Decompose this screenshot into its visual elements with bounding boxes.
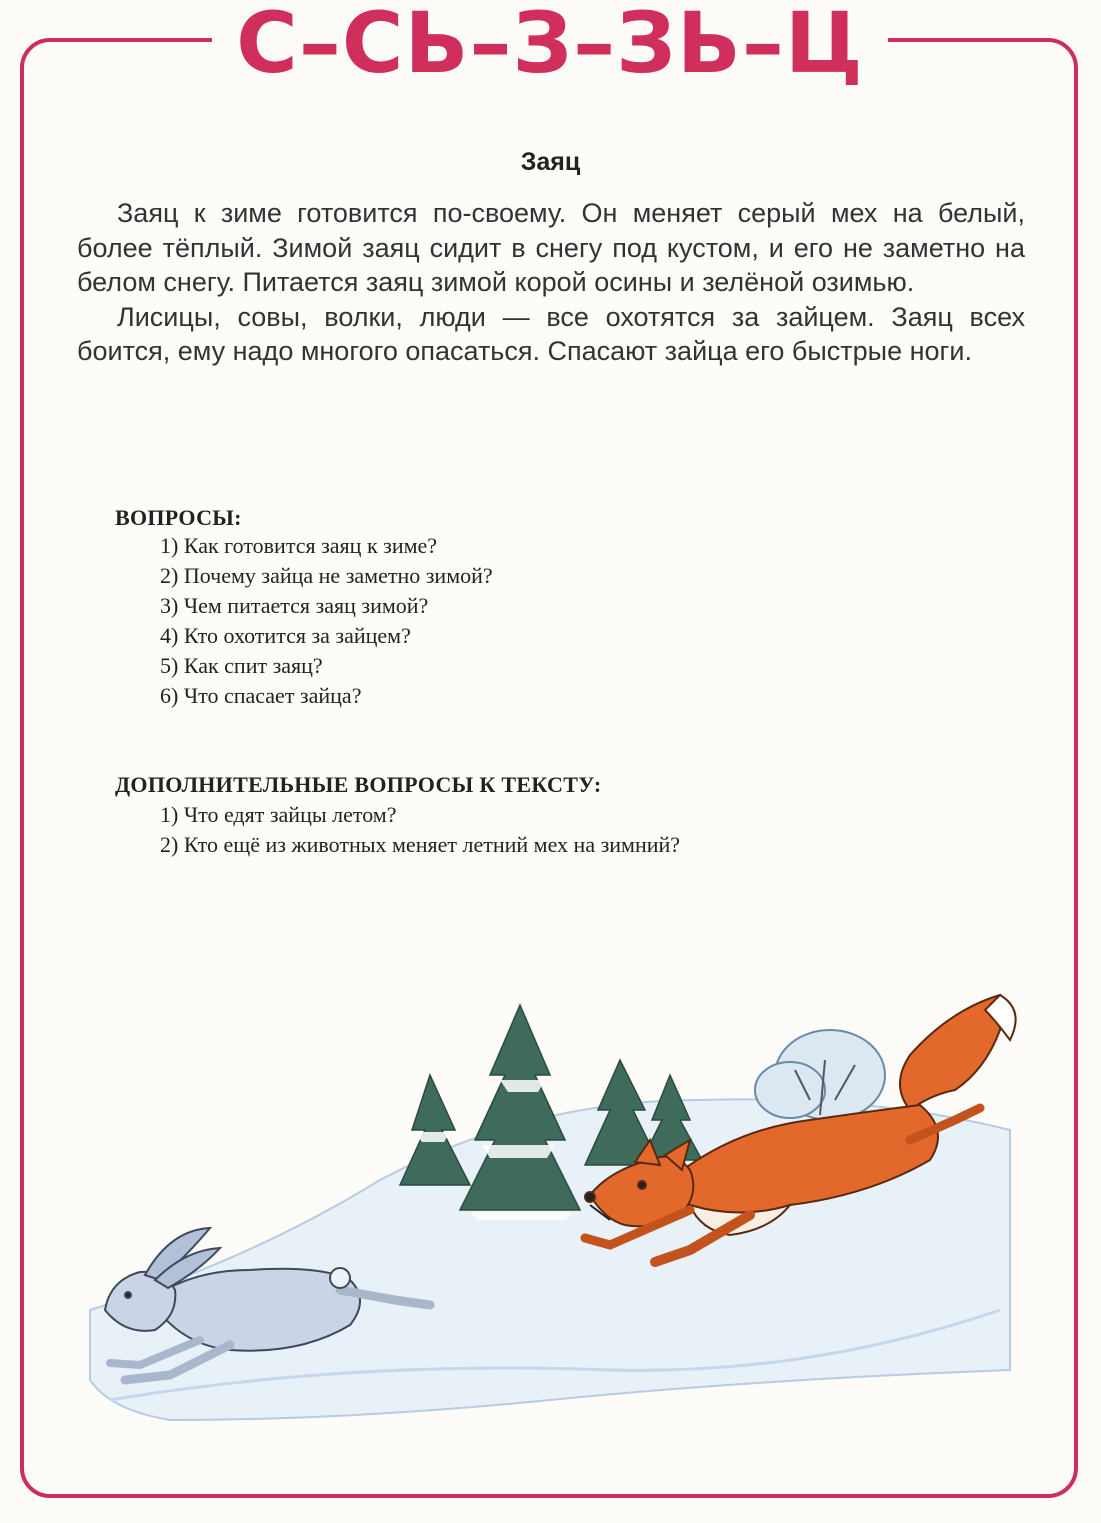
question-item: 2) Кто ещё из животных меняет летний мех на зимний? [160,832,681,857]
question-item: 2) Почему зайца не заметно зимой? [160,563,493,588]
questions-list [160,531,493,711]
additional-questions-list [160,800,680,860]
question-item: 6) Что спасает зайца? [160,683,362,708]
story-paragraph: Лисицы, совы, волки, люди — все охотятся за зайцем. Заяц всех боится, ему надо многого опасаться. Спасают зайца его быстрые ноги. [77,301,1025,366]
question-item: 4) Кто охотится за зайцем? [160,623,411,648]
page-title: С–СЬ–З–ЗЬ–Ц [212,0,888,86]
fox-chasing-hare-illustration [50,980,1050,1480]
story-paragraph: Заяц к зиме готовится по-своему. Он меняет серый мех на белый, более тёплый. Зимой заяц сидит в снегу под кустом, и его не заметно на белом снегу. Питается заяц зимой корой осины и зелёной озимью. [77,198,1025,297]
story-text [77,196,1025,369]
questions-heading: ВОПРОСЫ: [115,505,242,530]
question-item: 1) Что едят зайцы летом? [160,802,397,827]
question-item: 5) Как спит заяц? [160,653,323,678]
question-item: 3) Чем питается заяц зимой? [160,593,429,618]
bush [755,1030,885,1120]
story-title: Заяц [520,148,581,176]
additional-questions-heading: ДОПОЛНИТЕЛЬНЫЕ ВОПРОСЫ К ТЕКСТУ: [115,772,602,797]
question-item: 1) Как готовится заяц к зиме? [160,533,438,558]
